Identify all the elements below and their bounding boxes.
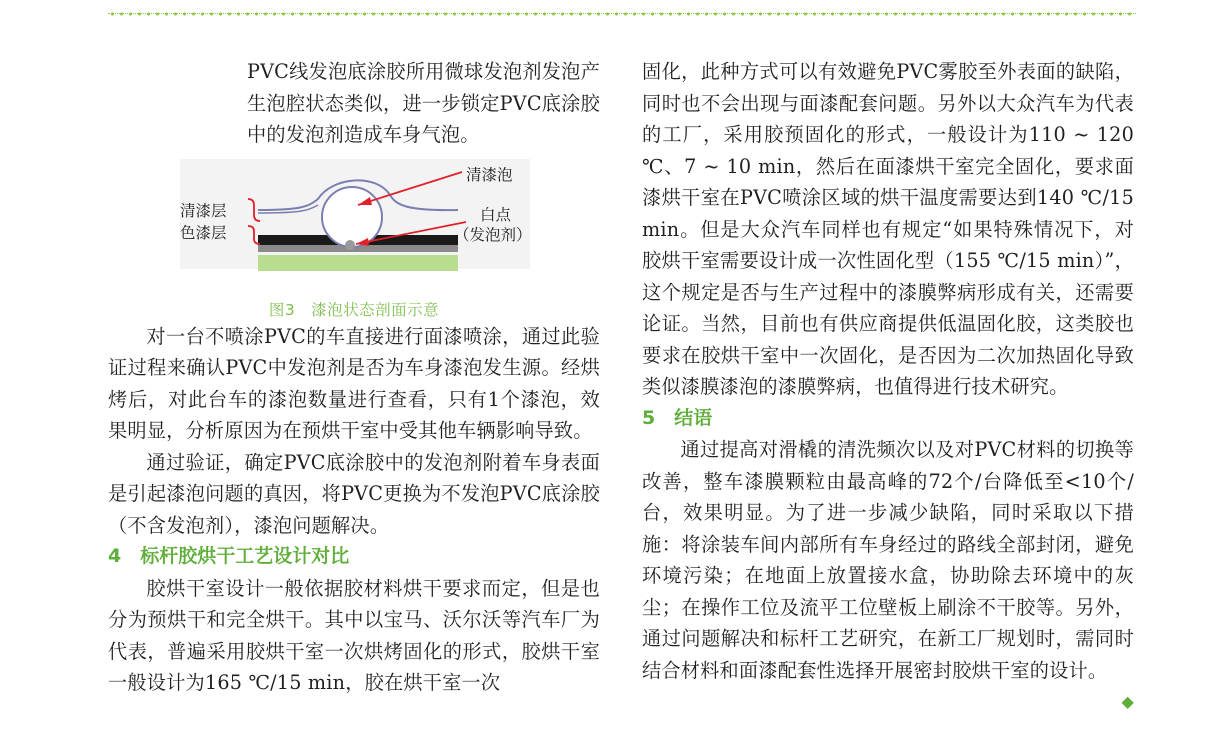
- label-white-dot: 白点: [480, 205, 512, 224]
- paragraph: 胶烘干室设计一般依据胶材料烘干要求而定，但是也分为预烘干和完全烘干。其中以宝马、沃尔沃等汽车厂为代表，普遍采用胶烘干室一次烘烤固化的形式，胶烘干室一般设计为165 ℃/15 min，胶在烘干室一次: [108, 576, 600, 694]
- label-clear-layer: 清漆层: [180, 201, 227, 220]
- paragraph-continued: [108, 56, 600, 151]
- right-column: [642, 56, 1134, 718]
- paragraph-text: 通过提高对滑橇的清洗频次以及对PVC材料的切换等改善，整车漆膜颗粒由最高峰的72个/台降低至<10个/台，效果明显。为了进一步减少缺陷，同时采取以下措施：将涂装车间内部所有车身经过的路线全部封闭，避免环境污染；在地面上放置接水盒，协助除去环境中的灰尘；在操作工位及流平工位壁板上刷涂不干胶等。另外，通过问题解决和标杆工艺研究，在新工厂规划时，需同时结合材料和面漆配套性选择开展密封胶烘干室的设计。: [642, 438, 1134, 682]
- label-foaming-agent: （发泡剂）: [454, 225, 532, 244]
- end-diamond-icon: ◆: [1121, 692, 1134, 711]
- figure-caption: 图3 漆泡状态剖面示意: [268, 300, 440, 319]
- paragraph-continued: 固化，此种方式可以有效避免PVC雾胶至外表面的缺陷，同时也不会出现与面漆配套问题。另外以大众汽车为代表的工厂，采用胶预固化的形式，一般设计为110 ~ 120 ℃、7 ~ 10 min，然后在面漆烘干室完全固化，要求面漆烘干室在PVC喷涂区域的烘干温度需要达到140 ℃/15 min。但是大众汽车同样也有规定“如果特殊情况下，对胶烘干室需要设计成一次性固化型（155 ℃/15 min）”，这个规定是否与生产过程中的漆膜弊病形成有关，还需要论证。当然，目前也有供应商提供低温固化胶，这类胶也要求在胶烘干室中一次固化，是否因为二次加热固化导致类似漆膜漆泡的漆膜弊病，也值得进行技术研究。: [642, 60, 1134, 398]
- label-clear-bubble: 清漆泡: [466, 165, 513, 184]
- paragraph: 对一台不喷涂PVC的车直接进行面漆喷涂，通过此验证过程来确认PVC中发泡剂是否为车身漆泡发生源。经烘烤后，对此台车的漆泡数量进行查看，只有1个漆泡，效果明显，分析原因为在预烘干室中受其他车辆影响导致。: [108, 324, 600, 442]
- header-decorative-dots: [108, 11, 1136, 17]
- figure-paint-bubble: [108, 151, 600, 321]
- paragraph-text: PVC线发泡底涂胶所用微球发泡剂发泡产生泡腔状态类似，进一步锁定PVC底涂胶中的发泡剂造成车身气泡。: [247, 60, 600, 146]
- left-column: [108, 56, 600, 699]
- paragraph: [642, 434, 1134, 711]
- paragraph: 通过验证，确定PVC底涂胶中的发泡剂附着车身表面是引起漆泡问题的真因，将PVC更换为不发泡PVC底涂胶（不含发泡剂），漆泡问题解决。: [108, 450, 600, 537]
- section-heading-5: 5 结语: [642, 406, 713, 429]
- section-heading-4: 4 标杆胶烘干工艺设计对比: [108, 545, 350, 567]
- label-color-layer: 色漆层: [180, 223, 227, 242]
